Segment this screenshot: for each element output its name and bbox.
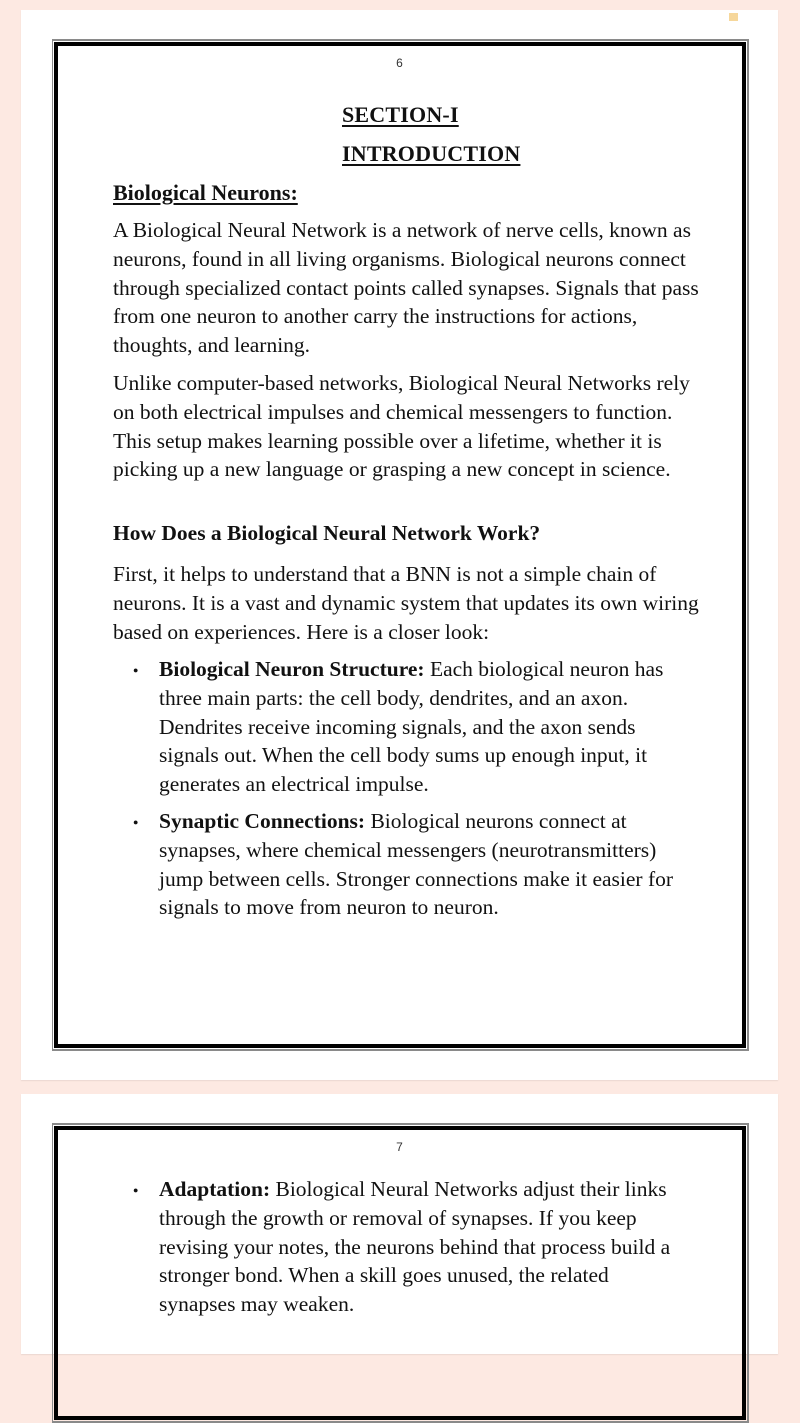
document-page-7 (21, 1094, 778, 1354)
bookmark-marker-icon[interactable] (729, 13, 738, 21)
list-item-text: Biological neurons connect at synapses, where chemical messengers (neurotransmitters) jump between cells. Stronger connections make it easier for signals to move from neuron to neuron. (159, 809, 674, 920)
page-number: 6 (396, 56, 403, 70)
list-item-text: Biological Neural Networks adjust their links through the growth or removal of synapses. If you keep revising your notes, the neurons behind that process build a stronger bond. When a skill goes unused, the related synapses may weaken. (159, 1177, 671, 1317)
paragraph: A Biological Neural Network is a network of nerve cells, known as neurons, found in all living organisms. Biological neurons connect through specialized contact points called synapses. Signals that pass from one neuron to another carry the instructions for actions, thoughts, and learning. (113, 218, 699, 358)
page-number: 7 (396, 1140, 403, 1154)
section-label: SECTION-I (342, 102, 459, 127)
list-item-term: Biological Neuron Structure: (159, 657, 425, 681)
bullet-icon: ● (133, 1185, 139, 1195)
paragraph-intro: First, it helps to understand that a BNN is not a simple chain of neurons. It is a vast and dynamic system that updates its own wiring based on experiences. Here is a closer look: (113, 562, 699, 644)
subheading-how-bnn-works: How Does a Biological Neural Network Work? (113, 521, 541, 545)
heading-biological-neurons: Biological Neurons: (113, 180, 298, 205)
bullet-icon: ● (133, 817, 139, 827)
bullet-icon: ● (133, 665, 139, 675)
list-item-term: Synaptic Connections: (159, 809, 366, 833)
list-item-term: Adaptation: (159, 1177, 271, 1201)
document-page-6 (21, 10, 778, 1080)
paragraph: Unlike computer-based networks, Biological Neural Networks rely on both electrical impulses and chemical messengers to function. This setup makes learning possible over a lifetime, whether it is picking up a new language or grasping a new concept in science. (113, 371, 690, 482)
list-item-text: Each biological neuron has three main parts: the cell body, dendrites, and an axon. Dendrites receive incoming signals, and the axon sends signals out. When the cell body sums up enough input, it generates an electrical impulse. (159, 657, 664, 797)
section-title: INTRODUCTION (342, 141, 521, 166)
